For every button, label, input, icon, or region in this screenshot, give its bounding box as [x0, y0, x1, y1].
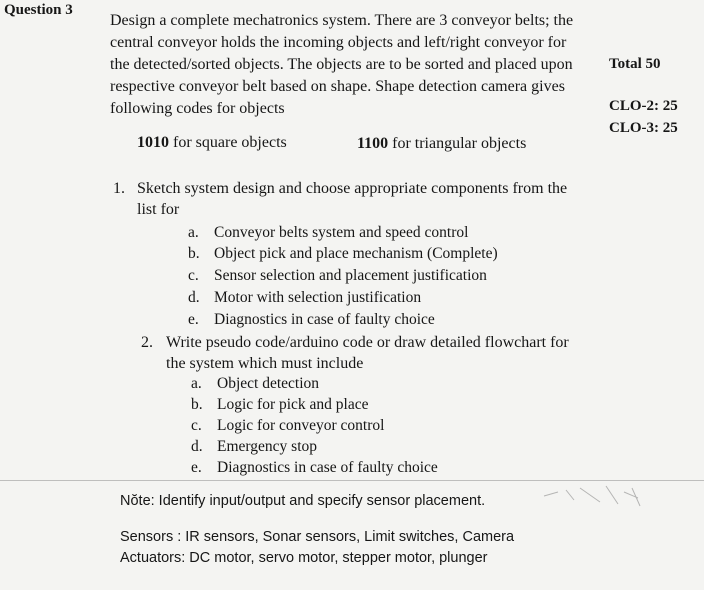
item-letter: a. [191, 375, 202, 392]
task-number: 2. [141, 334, 153, 351]
task-line: the system which must include [166, 355, 364, 372]
clo3-marks: CLO-3: 25 [609, 120, 678, 136]
item-text: Sensor selection and placement justification [214, 267, 487, 284]
item-letter: d. [188, 289, 200, 306]
item-text: Logic for pick and place [217, 396, 369, 413]
item-text: Diagnostics in case of faulty choice [217, 459, 438, 476]
scan-line-divider [0, 480, 704, 481]
item-letter: b. [188, 245, 200, 262]
question-text [110, 10, 596, 120]
task-number: 1. [113, 180, 125, 197]
question-line: the detected/sorted objects. The objects are to be sorted and placed upon [110, 56, 573, 73]
task-line: list for [137, 201, 180, 218]
note-text: Nŏte: Identify input/output and specify sensor placement. [120, 493, 486, 509]
question-line: central conveyor holds the incoming objects and left/right conveyor for [110, 34, 567, 51]
question-label: Question 3 [4, 2, 73, 18]
item-text: Emergency stop [217, 438, 318, 455]
code-value: 1100 [357, 135, 389, 152]
code-description: for square objects [169, 134, 287, 151]
scan-smudge-mark [540, 482, 680, 512]
list-item [188, 224, 468, 242]
sensors-text: Sensors : IR sensors, Sonar sensors, Limit switches, Camera [120, 529, 515, 545]
item-letter: c. [188, 267, 199, 284]
list-item [188, 245, 498, 263]
code-description: for triangular objects [388, 135, 527, 152]
task-line: Write pseudo code/arduino code or draw detailed flowchart for [166, 334, 569, 351]
list-item [191, 375, 319, 393]
clo2-marks: CLO-2: 25 [609, 98, 678, 114]
item-letter: d. [191, 438, 203, 455]
item-letter: a. [188, 224, 199, 241]
item-letter: e. [191, 459, 202, 476]
item-text: Conveyor belts system and speed control [214, 224, 469, 241]
item-text: Logic for conveyor control [217, 417, 385, 434]
item-text: Diagnostics in case of faulty choice [214, 311, 435, 328]
task-line: Sketch system design and choose appropriate components from the [137, 180, 568, 197]
item-text: Motor with selection justification [214, 289, 422, 306]
question-line: Design a complete mechatronics system. There are 3 conveyor belts; the [110, 12, 574, 29]
list-item [188, 289, 421, 307]
code-square [137, 134, 287, 152]
list-item [191, 396, 369, 414]
code-value: 1010 [137, 134, 169, 151]
item-letter: b. [191, 396, 203, 413]
item-letter: e. [188, 311, 199, 328]
actuators-text: Actuators: DC motor, servo motor, stepper motor, plunger [120, 550, 488, 566]
list-item [188, 311, 435, 329]
item-text: Object pick and place mechanism (Complete) [214, 245, 498, 262]
item-letter: c. [191, 417, 202, 434]
list-item [188, 267, 487, 285]
code-triangle [357, 135, 526, 153]
item-text: Object detection [217, 375, 319, 392]
list-item [191, 438, 317, 456]
question-line: following codes for objects [110, 100, 285, 117]
question-line: respective conveyor belt based on shape. Shape detection camera gives [110, 78, 565, 95]
list-item [191, 417, 384, 435]
total-marks: Total 50 [609, 56, 661, 72]
list-item [191, 459, 438, 477]
